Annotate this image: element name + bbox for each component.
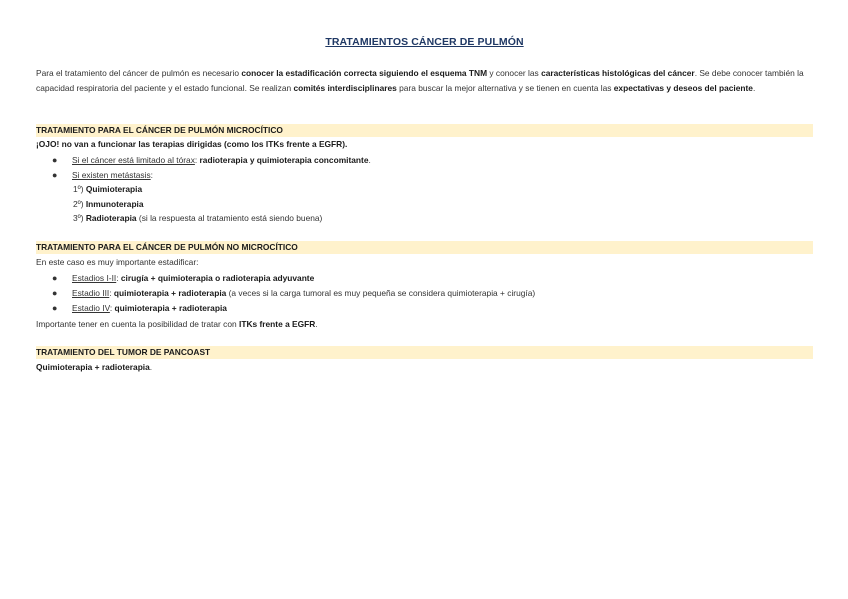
warning-text: ¡OJO! no van a funcionar las terapias dirigidas (como los ITKs frente a EGFR). <box>36 139 348 149</box>
bullet-icon: ● <box>52 155 58 165</box>
pancoast-text: Quimioterapia + radioterapia <box>36 362 150 372</box>
bullet-note: (a veces si la carga tumoral es muy pequeña se considera quimioterapia + cirugía) <box>226 288 536 298</box>
sub-list-item <box>73 198 144 210</box>
step-text: Radioterapia <box>85 213 137 223</box>
closing-bold: ITKs frente a EGFR <box>239 319 316 329</box>
document-title: TRATAMIENTOS CÁNCER DE PULMÓN <box>325 36 524 48</box>
step-note: (si la respuesta al tratamiento está siendo buena) <box>136 213 323 223</box>
bullet-bold: quimioterapia + radioterapia <box>113 288 227 298</box>
bullet-underlined: Si el cáncer está limitado al tórax <box>72 155 195 165</box>
bullet-bold: cirugía + quimioterapia o radioterapia adyuvante <box>120 273 315 283</box>
list-item <box>52 272 314 284</box>
list-item <box>52 302 227 314</box>
bullet-sep: : <box>109 303 115 313</box>
intro-text-5: . <box>752 82 756 93</box>
section-heading-microcitico: TRATAMIENTO PARA EL CÁNCER DE PULMÓN MICROCÍTICO <box>36 124 813 137</box>
bullet-sep: : <box>109 288 114 298</box>
pancoast-line <box>36 361 152 373</box>
bullet-icon: ● <box>52 303 58 313</box>
intro-bold-3: comités interdisciplinares <box>293 82 397 93</box>
list-item <box>52 169 153 181</box>
step-text: Inmunoterapia <box>85 199 144 209</box>
bullet-bold: quimioterapia + radioterapia <box>114 303 227 313</box>
sub-list-item <box>73 212 322 224</box>
bullet-icon: ● <box>52 170 58 180</box>
list-item <box>52 287 535 299</box>
intro-paragraph <box>36 66 813 95</box>
intro-text-4: para buscar la mejor alternativa y se tienen en cuenta las <box>396 82 614 93</box>
bullet-icon: ● <box>52 288 58 298</box>
closing-text: Importante tener en cuenta la posibilidad de tratar con <box>36 319 239 329</box>
bullet-end: . <box>368 155 371 165</box>
intro-text-3: . Se debe conocer también la capacidad respiratoria del paciente y el estado funcional. Se realizan <box>36 68 804 93</box>
bullet-icon: ● <box>52 273 58 283</box>
bullet-bold: radioterapia y quimioterapia concomitante <box>199 155 369 165</box>
bullet-sep: : <box>116 273 121 283</box>
pancoast-end: . <box>149 362 153 372</box>
warning-line <box>36 138 347 150</box>
closing-line <box>36 318 318 330</box>
intro-text-1: Para el tratamiento del cáncer de pulmón es necesario <box>36 68 242 78</box>
step-number: 2º) <box>73 199 86 209</box>
section-heading-no-microcitico: TRATAMIENTO PARA EL CÁNCER DE PULMÓN NO MICROCÍTICO <box>36 241 813 254</box>
bullet-sep: : <box>194 155 200 165</box>
sub-list-item <box>73 183 142 195</box>
section-heading-pancoast: TRATAMIENTO DEL TUMOR DE PANCOAST <box>36 346 813 359</box>
closing-end: . <box>315 319 318 329</box>
section-intro: En este caso es muy importante estadificar: <box>36 257 199 267</box>
bullet-end: : <box>150 170 153 180</box>
step-text: Quimioterapia <box>85 184 143 194</box>
step-number: 3º) <box>73 213 86 223</box>
bullet-underlined: Estadio IV <box>72 303 110 313</box>
list-item <box>52 154 371 166</box>
bullet-underlined: Si existen metástasis <box>72 170 151 180</box>
bullet-underlined: Estadio III <box>72 288 110 298</box>
bullet-underlined: Estadios I-II <box>72 273 117 283</box>
intro-bold-4: expectativas y deseos del paciente <box>613 82 753 93</box>
intro-bold-2: características histológicas del cáncer <box>541 68 695 78</box>
intro-text-2: y conocer las <box>487 68 542 78</box>
step-number: 1º) <box>73 184 86 194</box>
intro-bold-1: conocer la estadificación correcta siguiendo el esquema TNM <box>241 68 488 78</box>
